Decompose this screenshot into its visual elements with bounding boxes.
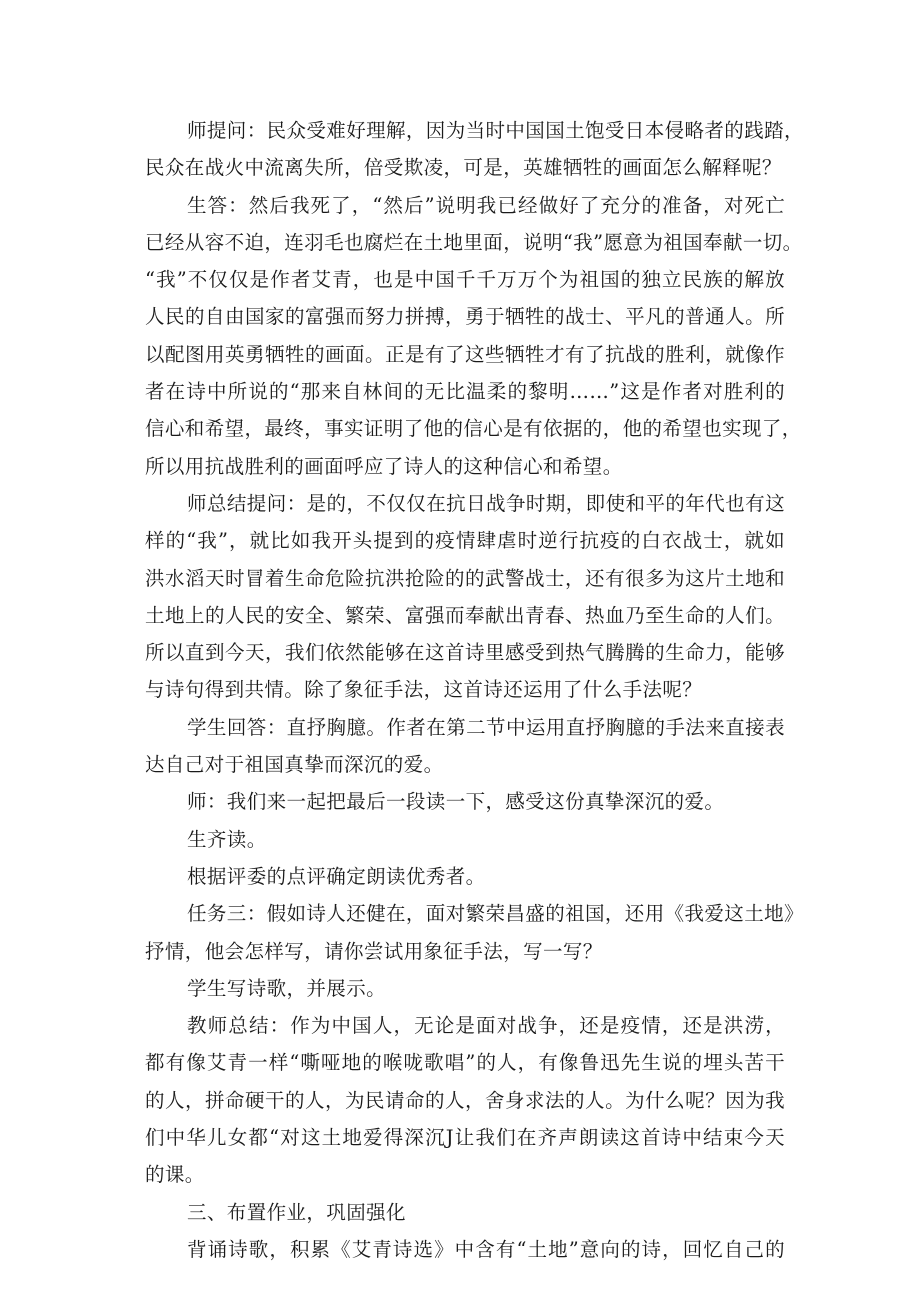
- text-line: 土地上的人民的安全、繁荣、富强而奉献出青春、热血乃至生命的人们。: [145, 603, 785, 627]
- paragraph: [145, 970, 785, 1007]
- text-line: 师总结提问：是的，不仅仅在抗日战争时期，即使和平的年代也有这: [187, 491, 785, 515]
- text-line: 生答：然后我死了，“然后”说明我已经做好了充分的准备，对死亡: [187, 193, 785, 217]
- paragraph: [145, 895, 804, 970]
- text-line: 教师总结：作为中国人，无论是面对战争，还是疫情，还是洪涝，: [187, 1014, 785, 1038]
- paragraph: [145, 821, 785, 858]
- paragraph: [145, 1007, 785, 1193]
- text-line: 学生回答：直抒胸臆。作者在第二节中运用直抒胸臆的手法来直接表: [187, 715, 785, 739]
- paragraph: [145, 485, 785, 709]
- text-line: 已经从容不迫，连羽毛也腐烂在土地里面，说明“我”愿意为祖国奉献一切。: [145, 230, 803, 254]
- paragraph: [145, 187, 803, 485]
- text-line: 抒情，他会怎样写，请你尝试用象征手法，写一写？: [145, 939, 603, 963]
- text-line: 任务三：假如诗人还健在，面对繁荣昌盛的祖国，还用《我爱这土地》: [187, 902, 804, 926]
- text-line: 背诵诗歌，积累《艾青诗选》中含有“土地”意向的诗，回忆自己的: [187, 1237, 785, 1261]
- text-line: 的课。: [145, 1163, 205, 1187]
- paragraph: [145, 1194, 785, 1231]
- text-line: 信心和希望，最终，事实证明了他的信心是有依据的，他的希望也实现了，: [145, 417, 802, 441]
- text-line: 达自己对于祖国真挚而深沉的爱。: [145, 753, 444, 777]
- text-line: 学生写诗歌，并展示。: [187, 976, 387, 1000]
- document-body: [145, 112, 804, 1268]
- text-line: 师：我们来一起把最后一段读一下，感受这份真挚深沉的爱。: [187, 790, 725, 814]
- text-line: 根据评委的点评确定朗读优秀者。: [187, 864, 486, 888]
- text-line: 以配图用英勇牺牲的画面。正是有了这些牺牲才有了抗战的胜利，就像作: [145, 342, 785, 366]
- text-line: 民众在战火中流离失所，倍受欺凌，可是，英雄牺牲的画面怎么解释呢？: [145, 156, 782, 180]
- paragraph: [145, 858, 785, 895]
- text-line: 人民的自由国家的富强而努力拼搏，勇于牺牲的战士、平凡的普通人。所: [145, 305, 785, 329]
- text-line: “我”不仅仅是作者艾青，也是中国千千万万个为祖国的独立民族的解放: [145, 268, 785, 292]
- paragraph: [145, 112, 804, 187]
- text-line: 所以直到今天，我们依然能够在这首诗里感受到热气腾腾的生命力，能够: [145, 641, 785, 665]
- paragraph: [145, 1231, 785, 1268]
- text-line: 的人，拼命硬干的人，为民请命的人，舍身求法的人。为什么呢？因为我: [145, 1088, 785, 1112]
- text-line: 生齐读。: [187, 827, 267, 851]
- paragraph: [145, 709, 785, 784]
- paragraph: [145, 783, 785, 820]
- text-line: 者在诗中所说的“那来自林间的无比温柔的黎明……”这是作者对胜利的: [145, 380, 785, 404]
- text-line: 们中华儿女都“对这土地爱得深沉J让我们在齐声朗读这首诗中结束今天: [145, 1126, 785, 1150]
- text-line: 所以用抗战胜利的画面呼应了诗人的这种信心和希望。: [145, 454, 623, 478]
- text-line: 都有像艾青一样“嘶哑地的喉咙歌唱”的人，有像鲁迅先生说的埋头苦干: [145, 1051, 785, 1075]
- text-line: 与诗句得到共情。除了象征手法，这首诗还运用了什么手法呢？: [145, 678, 703, 702]
- text-line: 师提问：民众受难好理解，因为当时中国国土饱受日本侵略者的践踏，: [187, 119, 804, 142]
- text-line: 洪水滔天时冒着生命危险抗洪抢险的的武警战士，还有很多为这片土地和: [145, 566, 785, 590]
- text-line: 三、布置作业，巩固强化: [187, 1200, 406, 1224]
- text-line: 样的“我”，就比如我开头提到的疫情肆虐时逆行抗疫的白衣战士，就如: [145, 529, 785, 553]
